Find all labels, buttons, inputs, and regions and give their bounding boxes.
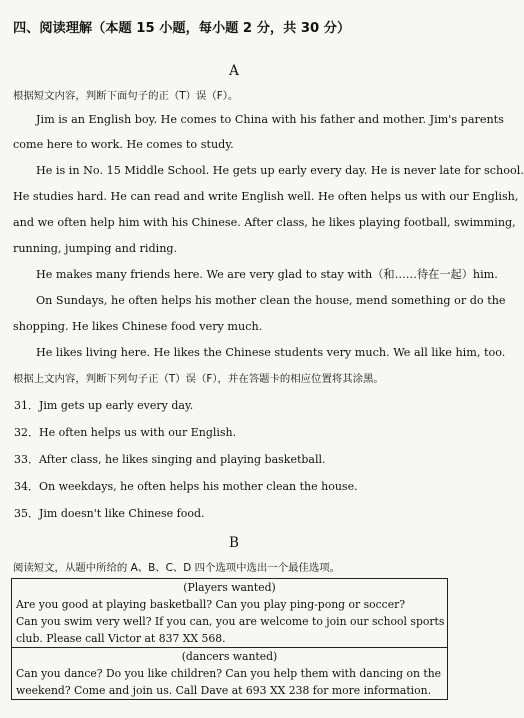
question-31: 31．Jim gets up early every day. bbox=[14, 399, 194, 412]
ad-line: Can you dance? Do you like children? Can you help them with dancing on the bbox=[16, 667, 442, 680]
passage-line: He is in No. 15 Middle School. He gets up early every day. He is never late for school. bbox=[36, 164, 524, 177]
section-heading: 四、阅读理解（本题 15 小题，每小题 2 分，共 30 分） bbox=[13, 21, 351, 36]
ads-box bbox=[11, 578, 448, 700]
part-b-instruction: 阅读短文，从题中所给的 A、B、C、D 四个选项中选出一个最佳选项。 bbox=[13, 562, 341, 574]
passage-line: He likes living here. He likes the Chinese students very much. We all like him, too. bbox=[36, 346, 506, 359]
passage-line: On Sundays, he often helps his mother clean the house, mend something or do the bbox=[36, 294, 506, 307]
ad-line: Are you good at playing basketball? Can you play ping-pong or soccer? bbox=[16, 598, 406, 611]
question-32: 32．He often helps us with our English. bbox=[14, 426, 237, 439]
passage-line: He studies hard. He can read and write English well. He often helps us with our English, bbox=[13, 190, 519, 203]
passage-line: and we often help him with his Chinese. After class, he likes playing football, swimming, bbox=[13, 216, 516, 229]
ad-line: club. Please call Victor at 837 XX 568. bbox=[16, 632, 226, 645]
passage-line: Jim is an English boy. He comes to China with his father and mother. Jim's parents bbox=[36, 113, 504, 126]
ad-line: Can you swim very well? If you can, you are welcome to join our school sports bbox=[16, 615, 445, 628]
ad-title-players: (Players wanted) bbox=[183, 581, 276, 594]
part-a-instruction: 根据短文内容，判断下面句子的正（T）误（F）。 bbox=[13, 90, 239, 102]
ad-line: weekend? Come and join us. Call Dave at 693 XX 238 for more information. bbox=[16, 684, 432, 697]
passage-line: running, jumping and riding. bbox=[13, 242, 178, 255]
question-33: 33．After class, he likes singing and playing basketball. bbox=[14, 453, 326, 466]
passage-line: He makes many friends here. We are very glad to stay with（和……待在一起）him. bbox=[36, 268, 498, 281]
passage-line: shopping. He likes Chinese food very much. bbox=[13, 320, 263, 333]
passage-line: come here to work. He comes to study. bbox=[13, 138, 234, 151]
answer-instruction: 根据上文内容，判断下列句子正（T）误（F），并在答题卡的相应位置将其涂黑。 bbox=[13, 373, 384, 385]
question-35: 35．Jim doesn't like Chinese food. bbox=[14, 507, 205, 520]
part-b-label: B bbox=[229, 535, 239, 551]
question-34: 34．On weekdays, he often helps his mother clean the house. bbox=[14, 480, 358, 493]
part-a-label: A bbox=[229, 63, 239, 79]
ad-title-dancers: (dancers wanted) bbox=[181, 650, 278, 663]
